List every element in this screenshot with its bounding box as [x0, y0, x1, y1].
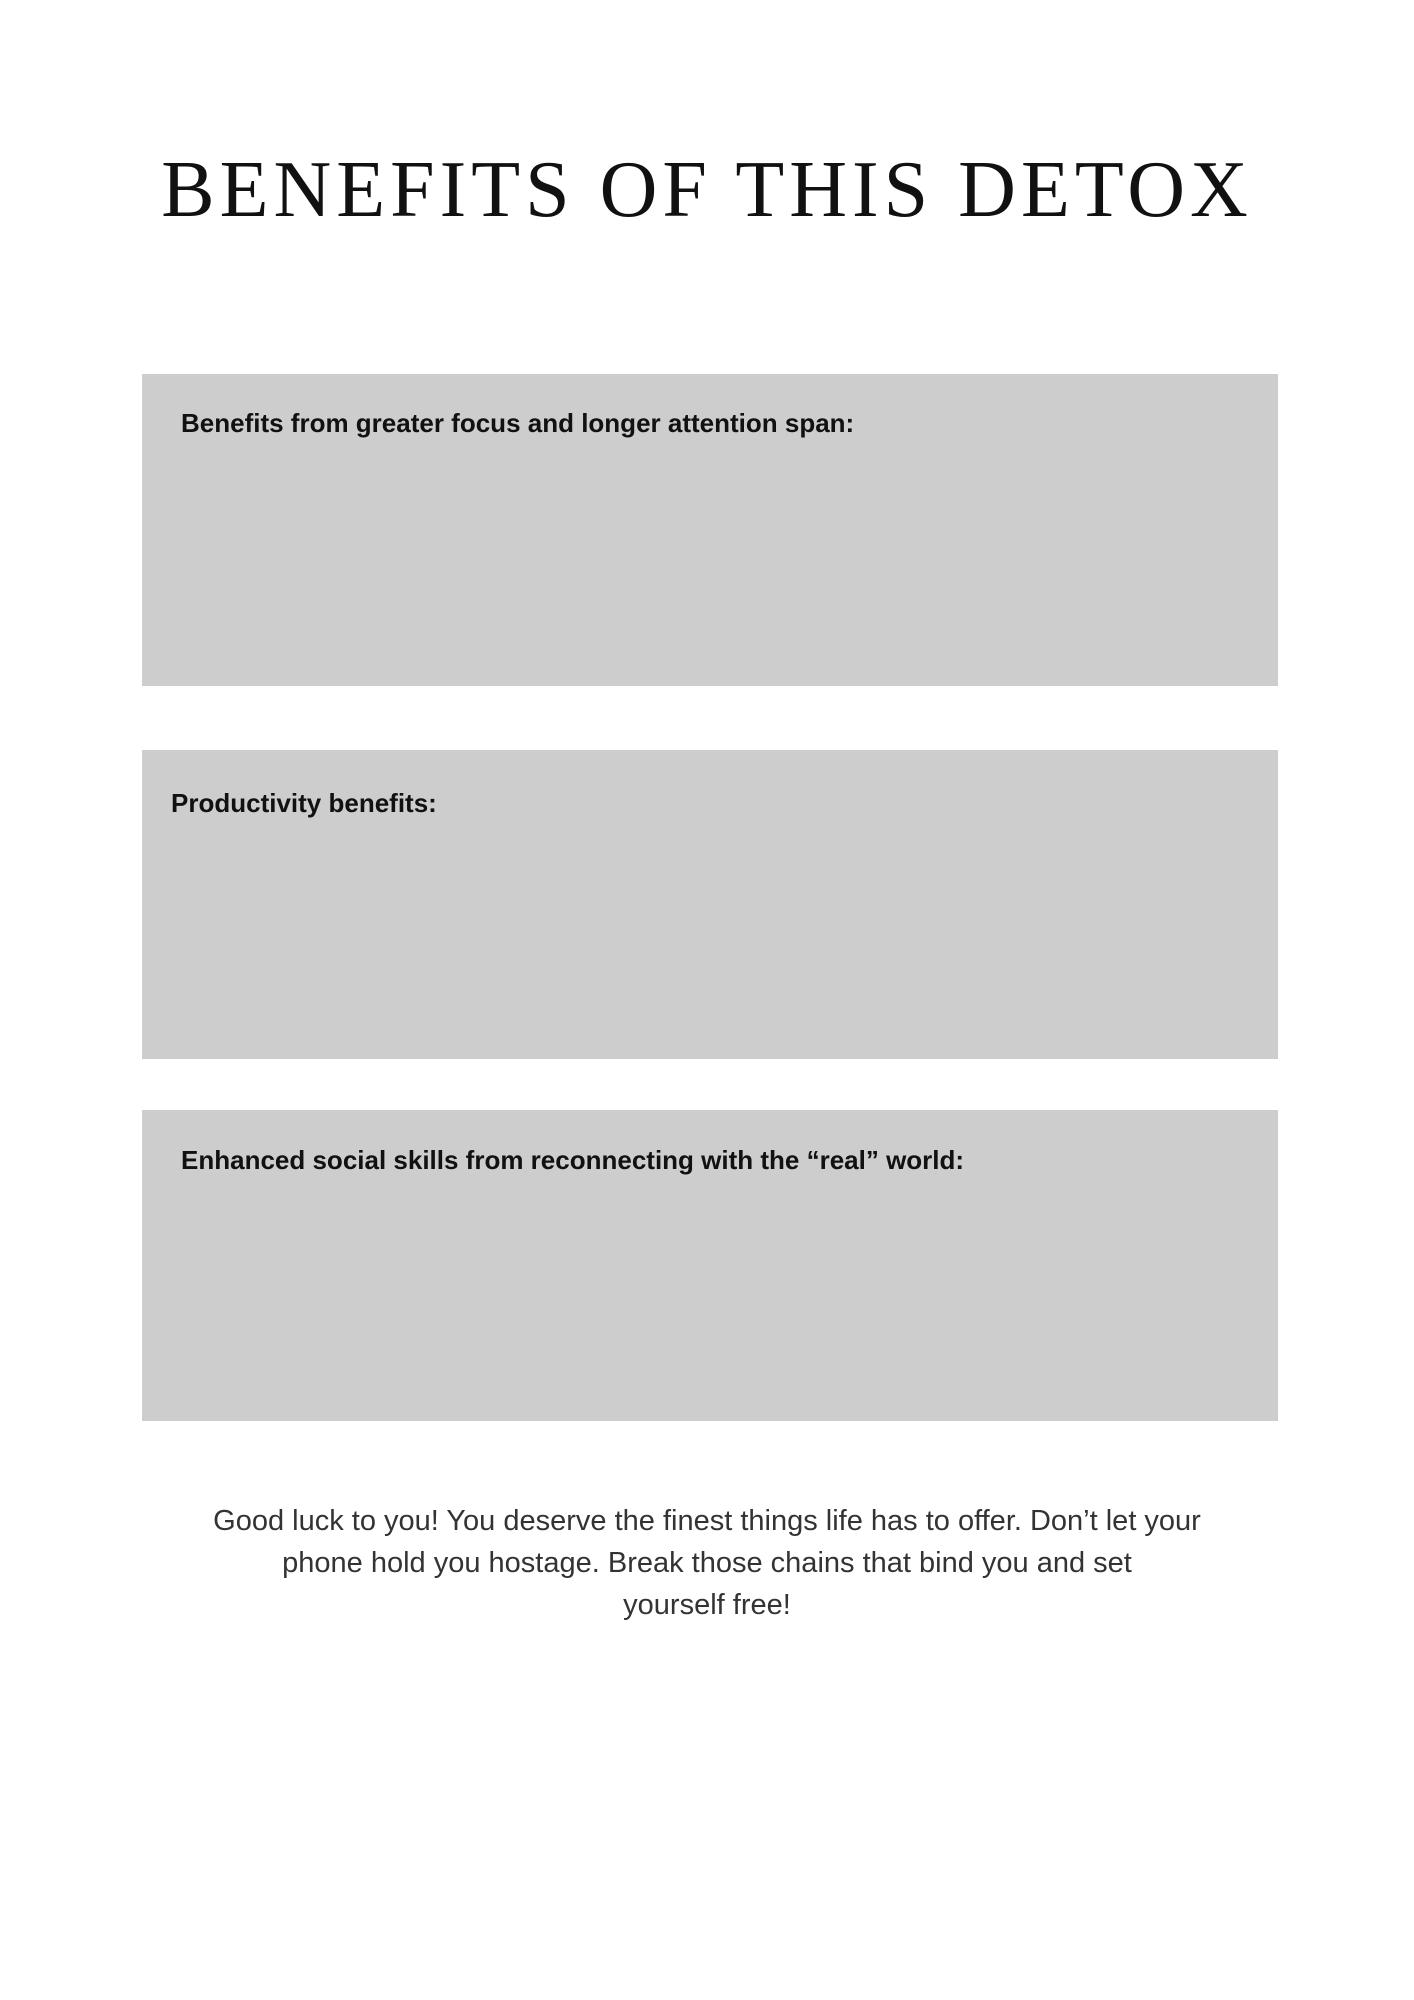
social-skills-label: Enhanced social skills from reconnecting with the “real” world: [181, 1145, 965, 1175]
closing-message [150, 1500, 1264, 1626]
focus-benefits-box[interactable] [142, 374, 1278, 686]
productivity-benefits-label: Productivity benefits: [171, 788, 437, 818]
page-title: BENEFITS OF THIS DETOX [161, 146, 1253, 234]
productivity-benefits-box[interactable] [142, 750, 1278, 1059]
closing-line-2: phone hold you hostage. Break those chains that bind you and set [282, 1547, 1132, 1579]
closing-line-3: yourself free! [623, 1589, 791, 1621]
social-skills-box[interactable] [142, 1110, 1278, 1421]
closing-line-1: Good luck to you! You deserve the finest things life has to offer. Don’t let your [213, 1505, 1201, 1537]
focus-benefits-label: Benefits from greater focus and longer attention span: [181, 408, 855, 438]
